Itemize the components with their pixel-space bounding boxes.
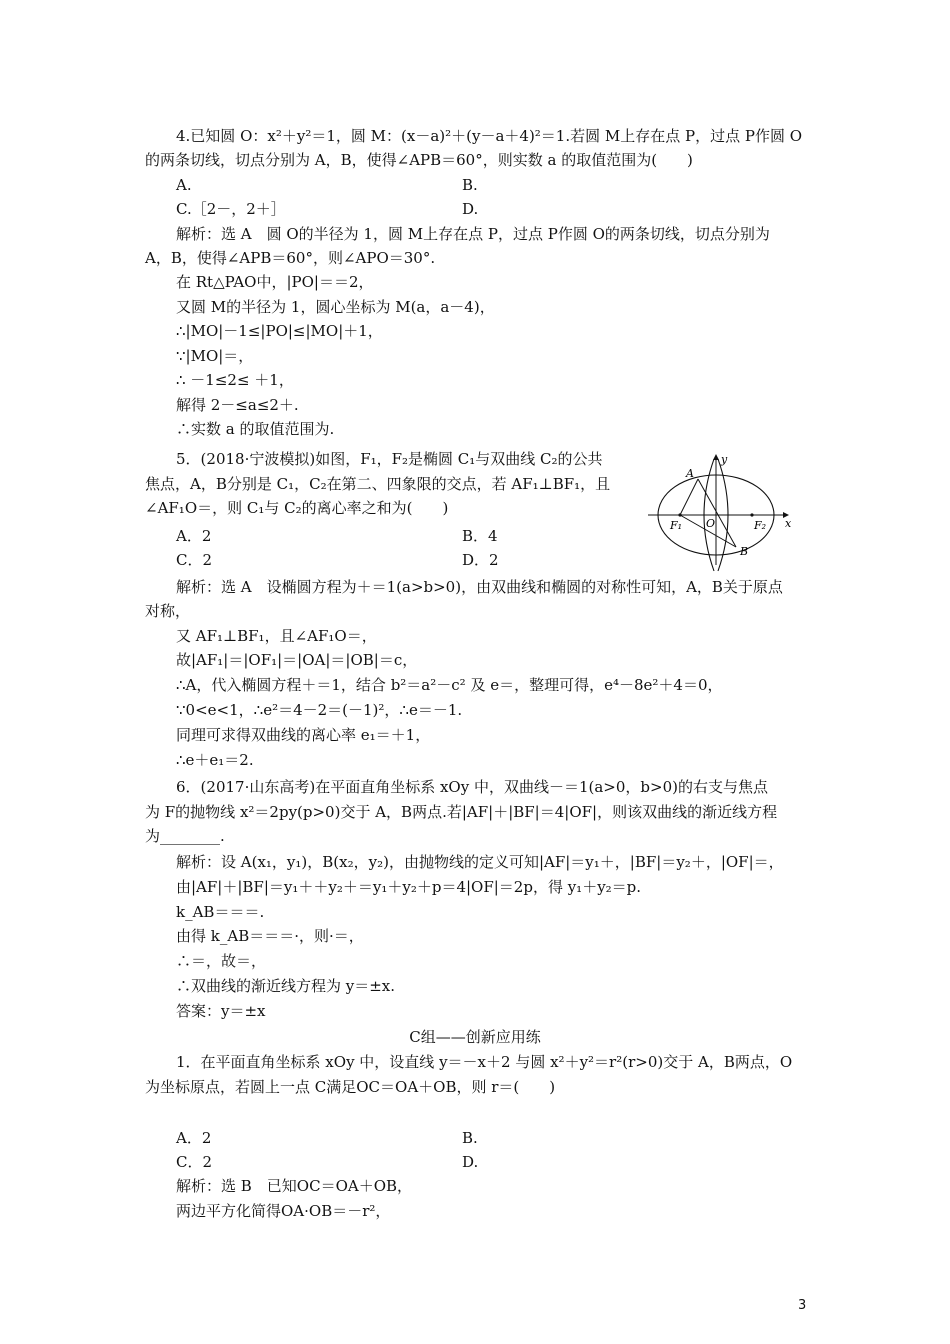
problem4-solution-line5: ∴|MO|－1≤|PO|≤|MO|＋1，	[176, 322, 383, 340]
problem5-solution-line8: ∴e＋e₁＝2.	[176, 751, 254, 769]
label-F1: F₁	[670, 519, 683, 532]
problem5-option-d: D．2	[462, 551, 499, 569]
problem4-solution-line4: 又圆 M的半径为 1，圆心坐标为 M(a，a－4)，	[176, 298, 495, 316]
point-F2	[750, 513, 753, 516]
problem6-solution-line3: k_AB＝＝＝.	[176, 903, 265, 921]
problem5-solution-line6: ∵0<e<1，∴e²＝4－2＝(－1)²，∴e＝－1.	[176, 701, 463, 719]
problem4-option-c: C.［2－，2＋］	[176, 200, 286, 218]
c1-stem-line2: 为坐标原点，若圆上一点 C满足OC＝OA＋OB，则 r＝( )	[145, 1078, 556, 1096]
ellipse-hyperbola-figure	[640, 449, 800, 573]
label-A: A	[686, 467, 694, 480]
c1-option-c: C．2	[176, 1153, 213, 1171]
c1-option-d: D.	[462, 1153, 479, 1171]
problem6-stem-line1: 6．(2017·山东高考)在平面直角坐标系 xOy 中，双曲线－＝1(a>0，b>0)的右支与焦点	[176, 778, 768, 796]
problem4-solution-line9: ∴实数 a 的取值范围为.	[176, 420, 335, 438]
c1-option-a: A．2	[176, 1129, 212, 1147]
problem4-option-a: A.	[176, 176, 192, 194]
label-F2: F₂	[754, 519, 767, 532]
segment-AF1	[680, 479, 698, 515]
label-O: O	[706, 517, 716, 530]
page-number: 3	[798, 1298, 807, 1313]
c1-solution-line2: 两边平方化简得OA·OB＝－r²，	[176, 1202, 391, 1220]
problem5-stem-line2: 焦点，A，B分别是 C₁，C₂在第二、四象限的交点，若 AF₁⊥BF₁，且	[145, 475, 611, 493]
c1-option-b: B.	[462, 1129, 478, 1147]
problem6-answer: 答案：y＝±x	[176, 1002, 266, 1020]
problem5-solution-line5: ∴A，代入椭圆方程＋＝1，结合 b²＝a²－c² 及 e＝，整理可得，e⁴－8e²＋4＝0，	[176, 676, 723, 694]
problem4-stem-line2: 的两条切线，切点分别为 A，B，使得∠APB＝60°，则实数 a 的取值范围为( )	[145, 151, 693, 169]
problem4-solution-line1: 解析：选 A 圆 O的半径为 1，圆 M上存在点 P，过点 P作圆 O的两条切线，切点分别为	[176, 225, 770, 243]
problem6-solution-line6: ∴双曲线的渐近线方程为 y＝±x.	[176, 977, 396, 995]
problem4-option-b: B.	[462, 176, 478, 194]
problem5-solution-line7: 同理可求得双曲线的离心率 e₁＝＋1，	[176, 726, 431, 744]
problem5-option-b: B．4	[462, 527, 498, 545]
problem5-solution-line1: 解析：选 A 设椭圆方程为＋＝1(a>b>0)，由双曲线和椭圆的对称性可知，A，B关于原点	[176, 578, 783, 596]
problem6-solution-line2: 由|AF|＋|BF|＝y₁＋＋y₂＋＝y₁＋y₂＋p＝4|OF|＝2p，得 y₁＋y₂＝p.	[176, 878, 642, 896]
problem6-solution-line4: 由得 k_AB＝＝＝·，则·＝，	[176, 927, 364, 945]
c1-stem-line1: 1．在平面直角坐标系 xOy 中，设直线 y＝－x＋2 与圆 x²＋y²＝r²(r>0)交于 A，B两点，O	[176, 1053, 793, 1071]
problem4-solution-line3: 在 Rt△PAO中，|PO|＝＝2，	[176, 273, 374, 291]
problem5-option-c: C．2	[176, 551, 213, 569]
label-x: x	[785, 517, 792, 530]
problem5-solution-line2: 对称，	[145, 602, 191, 620]
figure-canvas	[640, 449, 800, 573]
problem6-stem-line3: 为________.	[145, 827, 225, 845]
problem5-stem-line3: ∠AF₁O＝，则 C₁与 C₂的离心率之和为( )	[145, 499, 449, 517]
section-title: C组——创新应用练	[409, 1028, 541, 1046]
problem4-solution-line6: ∵|MO|＝，	[176, 347, 254, 365]
problem4-solution-line2: A，B，使得∠APB＝60°，则∠APO＝30°.	[145, 249, 436, 267]
problem6-solution-line5: ∴＝，故＝，	[176, 952, 267, 970]
label-B: B	[740, 545, 749, 558]
problem4-solution-line8: 解得 2－≤a≤2＋.	[176, 396, 299, 414]
problem4-option-d: D.	[462, 200, 479, 218]
problem5-solution-line4: 故|AF₁|＝|OF₁|＝|OA|＝|OB|＝c，	[176, 651, 418, 669]
problem6-solution-line1: 解析：设 A(x₁，y₁)，B(x₂，y₂)，由抛物线的定义可知|AF|＝y₁＋，|BF|＝y₂＋，|OF|＝，	[176, 853, 784, 871]
problem5-solution-line3: 又 AF₁⊥BF₁，且∠AF₁O＝，	[176, 627, 377, 645]
label-y: y	[721, 453, 728, 466]
c1-solution-line1: 解析：选 B 已知OC＝OA＋OB，	[176, 1177, 413, 1195]
point-F1	[678, 513, 681, 516]
problem4-solution-line7: ∴ －1≤2≤ ＋1，	[176, 371, 294, 389]
problem5-stem-line1: 5．(2018·宁波模拟)如图，F₁，F₂是椭圆 C₁与双曲线 C₂的公共	[176, 450, 603, 468]
problem6-stem-line2: 为 F的抛物线 x²＝2py(p>0)交于 A，B两点.若|AF|＋|BF|＝4|OF|，则该双曲线的渐近线方程	[145, 803, 778, 821]
problem5-option-a: A．2	[176, 527, 212, 545]
problem4-stem-line1: 4.已知圆 O：x²＋y²＝1，圆 M：(x－a)²＋(y－a＋4)²＝1.若圆 M上存在点 P，过点 P作圆 O	[176, 127, 803, 145]
